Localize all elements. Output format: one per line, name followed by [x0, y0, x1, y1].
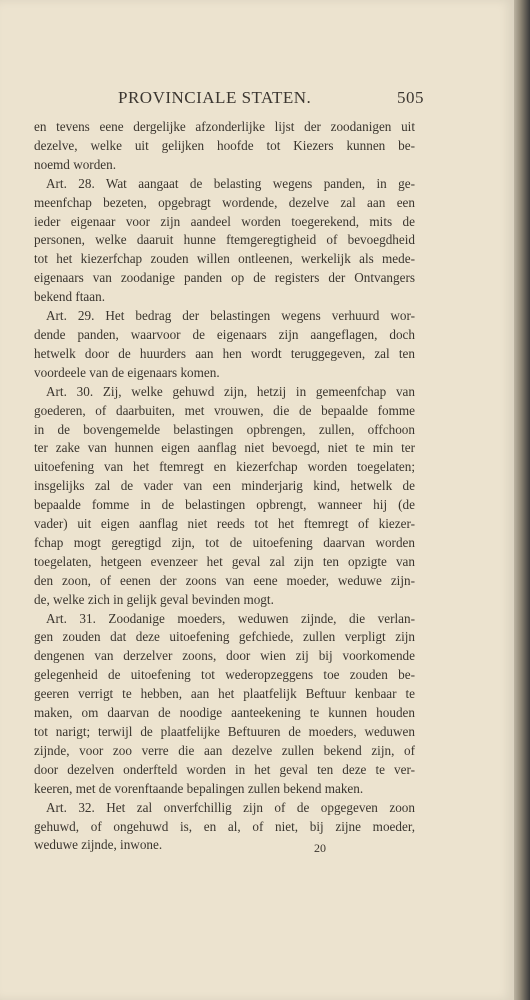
page-header	[118, 88, 424, 110]
signature-mark: 20	[314, 841, 326, 855]
text-line: eigenaars van zoodanige panden op de registers der Ontvangers	[34, 270, 415, 286]
text-line: in de bovengemelde belastingen opbrengen, zullen, offchoon	[34, 421, 415, 437]
text-line: zijnde, voor zoo verre die aan dezelve zullen bekend zijn, of	[34, 742, 415, 758]
page-edge	[514, 0, 530, 1000]
text-line: door dezelven onderfteld worden in het geval ten deze te ver-	[34, 761, 415, 777]
text-line: ieder eigenaar voor zijn aandeel worden toegerekend, mits de	[34, 213, 415, 229]
text-line: toegelaten, hetgeen evenzeer het geval zal zijn ten opzigte van	[34, 553, 415, 569]
text-line: tot narigt; terwijl de plaatfelijke Beftuuren de moeders, weduwen	[34, 724, 415, 739]
text-line: insgelijks zal de vader van een minderjarig kind, hetwelk de	[34, 478, 415, 494]
text-line: en tevens eene dergelijke afzonderlijke lijst der zoodanigen uit	[34, 119, 415, 134]
text-line: goederen, of daarbuiten, met vrouwen, die de bepaalde fomme	[34, 402, 415, 418]
text-line: vader) uit eigen aanflag niet reeds tot het ftemregt of kiezer-	[34, 516, 415, 532]
text-line: dende panden, waarvoor de eigenaars zijn aangeflagen, doch	[34, 326, 415, 342]
text-line: Art. 30. Zij, welke gehuwd zijn, hetzij in gemeenfchap van	[46, 383, 415, 399]
text-line: fchap mogt geregtigd zijn, tot de uitoefening daarvan worden	[34, 534, 415, 550]
page-number: 505	[397, 88, 424, 107]
text-line: weduwe zijnde, inwone.	[34, 837, 163, 853]
text-line: gehuwd, of ongehuwd is, en al, of niet, bij zijne moeder,	[34, 818, 415, 834]
text-line: Art. 31. Zoodanige moeders, weduwen zijnde, die verlan-	[46, 610, 415, 626]
text-line: tot het kiezerfchap zouden willen ontleenen, werkelijk als mede-	[34, 251, 415, 267]
text-line: bepaalde fomme in de belastingen opbrengt, wanneer hij (de	[34, 497, 415, 513]
text-line: meenfchap bezeten, opgebragt wordende, dezelve zal aan een	[34, 194, 415, 210]
text-line: dengenen van derzelver zoons, door wien zij bij voorkomende	[34, 648, 415, 664]
text-line: Art. 32. Het zal onverfchillig zijn of de opgegeven zoon	[46, 799, 415, 815]
text-line: personen, welke daaruit hunne ftemgeregtigheid of bevoegdheid	[34, 232, 415, 248]
text-line: geeren verrigt te hebben, aan het plaatfelijk Beftuur kenbaar te	[34, 686, 415, 702]
text-line: noemd worden.	[34, 156, 117, 172]
text-line: gelegenheid de uitoefening tot wederopzeggens toe zouden be-	[34, 667, 415, 683]
text-line: Art. 29. Het bedrag der belastingen wegens verhuurd wor-	[46, 308, 415, 324]
text-line: keeren, met de vorenftaande bepalingen zullen bekend maken.	[34, 780, 364, 796]
text-line: hetwelk door de huurders aan hen wordt teruggegeven, zal ten	[34, 345, 415, 361]
text-line: ter zake van hunnen eigen aanflag niet bevoegd, niet te min ter	[34, 440, 415, 456]
text-line: gen zouden dat deze uitoefening gefchiede, zullen verpligt zijn	[34, 629, 415, 645]
text-line: voordeele van de eigenaars komen.	[34, 364, 220, 380]
running-title: PROVINCIALE STATEN.	[118, 88, 312, 107]
text-line: maken, om daarvan de noodige aanteekening te kunnen houden	[34, 705, 415, 721]
text-line: Art. 28. Wat aangaat de belasting wegens panden, in ge-	[46, 175, 415, 191]
text-line: bekend ftaan.	[34, 289, 106, 305]
body-text	[34, 118, 415, 855]
text-line: de, welke zich in gelijk geval bevinden mogt.	[34, 591, 274, 607]
text-line: uitoefening van het ftemregt en kiezerfchap worden toegelaten;	[34, 459, 415, 475]
text-line: den zoon, of eenen der zoons van eene moeder, weduwe zijn-	[34, 572, 415, 588]
text-line: dezelve, welke uit gelijken hoofde tot Kiezers kunnen be-	[34, 137, 415, 153]
